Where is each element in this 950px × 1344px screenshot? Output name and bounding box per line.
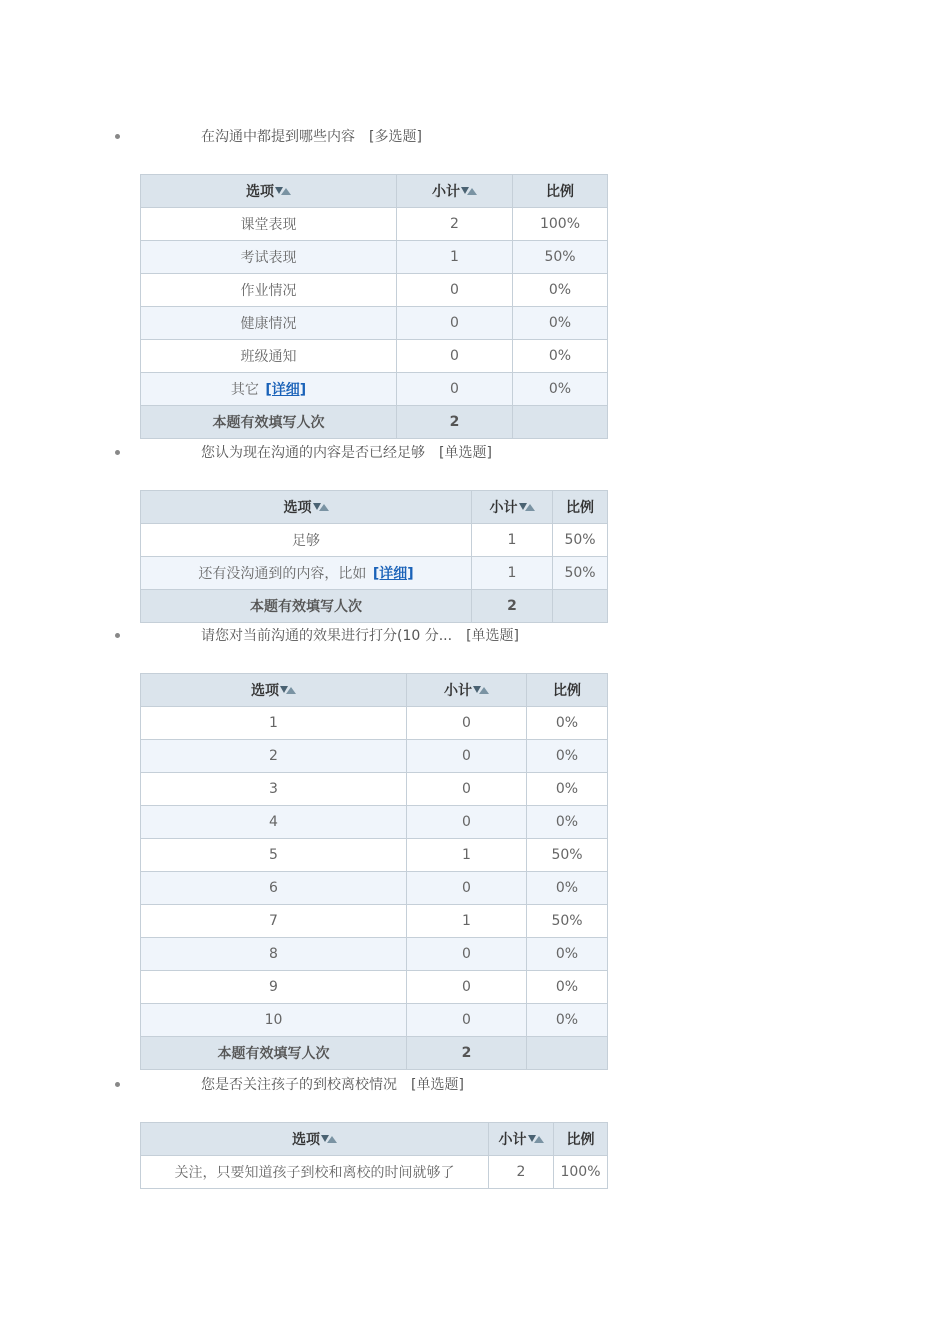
option-cell: 5 [141, 839, 407, 872]
count-cell: 0 [407, 938, 527, 971]
table-row [141, 839, 608, 872]
count-cell: 1 [397, 241, 513, 274]
summary-count: 2 [407, 1037, 527, 1070]
sort-icon[interactable] [321, 1134, 337, 1144]
option-header[interactable] [141, 175, 397, 208]
sort-icon[interactable] [519, 502, 535, 512]
table-row [141, 307, 608, 340]
ratio-header: 比例 [513, 175, 608, 208]
option-cell: 1 [141, 707, 407, 740]
option-cell [141, 373, 397, 406]
option-cell: 6 [141, 872, 407, 905]
count-cell: 0 [407, 707, 527, 740]
question-type: [单选题] [411, 1077, 464, 1093]
option-cell: 8 [141, 938, 407, 971]
table-row [141, 905, 608, 938]
option-cell: 7 [141, 905, 407, 938]
table-row [141, 872, 608, 905]
stats-table [140, 673, 608, 1070]
ratio-header: 比例 [554, 1123, 608, 1156]
count-header[interactable] [407, 674, 527, 707]
option-cell: 足够 [141, 524, 472, 557]
option-cell: 健康情况 [141, 307, 397, 340]
table-row [141, 773, 608, 806]
sort-icon[interactable] [275, 186, 291, 196]
question-type: [多选题] [369, 129, 422, 145]
count-cell: 1 [472, 557, 553, 590]
header-label: 选项 [246, 184, 274, 200]
table-row [141, 557, 608, 590]
ratio-header: 比例 [527, 674, 608, 707]
sort-icon[interactable] [313, 502, 329, 512]
table-row [141, 1156, 608, 1189]
question-line [0, 627, 950, 649]
ratio-cell: 0% [513, 373, 608, 406]
question-title [201, 128, 422, 146]
option-cell: 课堂表现 [141, 208, 397, 241]
option-cell: 10 [141, 1004, 407, 1037]
ratio-cell: 50% [527, 839, 608, 872]
question-line [0, 128, 950, 150]
option-header[interactable] [141, 491, 472, 524]
count-cell: 0 [397, 307, 513, 340]
ratio-cell: 0% [527, 773, 608, 806]
question-block [0, 627, 950, 1062]
question-line [0, 1076, 950, 1098]
sort-icon[interactable] [280, 685, 296, 695]
sort-icon[interactable] [461, 186, 477, 196]
question-type: [单选题] [466, 628, 520, 644]
question-block [0, 444, 950, 615]
table-row [141, 971, 608, 1004]
summary-count: 2 [397, 406, 513, 439]
count-cell: 0 [407, 740, 527, 773]
ratio-cell: 100% [513, 208, 608, 241]
option-cell [141, 557, 472, 590]
option-cell: 3 [141, 773, 407, 806]
table-header-row [141, 175, 608, 208]
table-row [141, 373, 608, 406]
option-cell: 2 [141, 740, 407, 773]
summary-row [141, 590, 608, 623]
table-header-row [141, 491, 608, 524]
table-row [141, 241, 608, 274]
table-row [141, 938, 608, 971]
ratio-cell: 50% [553, 524, 608, 557]
count-cell: 0 [397, 340, 513, 373]
summary-empty-cell [553, 590, 608, 623]
table-row [141, 274, 608, 307]
option-label: 其它 [230, 382, 259, 398]
ratio-cell: 0% [527, 872, 608, 905]
summary-label: 本题有效填写人次 [141, 1037, 407, 1070]
bullet-icon [115, 633, 120, 638]
count-cell: 1 [472, 524, 553, 557]
header-label: 小计 [432, 184, 460, 200]
bullet-icon [115, 134, 120, 139]
count-cell: 0 [407, 872, 527, 905]
table-row [141, 707, 608, 740]
option-cell: 4 [141, 806, 407, 839]
count-header[interactable] [472, 491, 553, 524]
count-cell: 0 [407, 806, 527, 839]
stats-table [140, 174, 608, 439]
table-row [141, 806, 608, 839]
ratio-cell: 0% [527, 707, 608, 740]
summary-empty-cell [513, 406, 608, 439]
header-label: 选项 [283, 500, 312, 516]
option-header[interactable] [141, 674, 407, 707]
question-block [0, 128, 950, 431]
header-label: 选项 [292, 1132, 320, 1148]
count-cell: 2 [397, 208, 513, 241]
header-label: 选项 [251, 683, 279, 699]
stats-table [140, 1122, 608, 1189]
question-title [201, 444, 492, 462]
question-title [201, 1076, 464, 1094]
summary-row [141, 406, 608, 439]
table-row [141, 1004, 608, 1037]
option-cell: 班级通知 [141, 340, 397, 373]
stats-table [140, 490, 608, 623]
ratio-cell: 50% [553, 557, 608, 590]
option-cell: 作业情况 [141, 274, 397, 307]
ratio-cell: 0% [513, 307, 608, 340]
option-cell: 关注，只要知道孩子到校和离校的时间就够了 [141, 1156, 489, 1189]
count-cell: 0 [407, 971, 527, 1004]
header-label: 小计 [489, 500, 518, 516]
ratio-cell: 0% [513, 340, 608, 373]
ratio-header: 比例 [553, 491, 608, 524]
sort-icon[interactable] [528, 1134, 544, 1144]
ratio-cell: 0% [527, 740, 608, 773]
table-header-row [141, 1123, 608, 1156]
count-cell: 1 [407, 839, 527, 872]
bullet-icon [115, 1082, 120, 1087]
count-cell: 0 [407, 773, 527, 806]
question-text: 请您对当前沟通的效果进行打分(10 分... [201, 628, 453, 644]
table-row [141, 524, 608, 557]
table-header-row [141, 674, 608, 707]
header-label: 小计 [498, 1132, 527, 1148]
question-text: 您认为现在沟通的内容是否已经足够 [201, 445, 425, 461]
ratio-cell: 0% [527, 971, 608, 1004]
sort-icon[interactable] [473, 685, 489, 695]
question-text: 您是否关注孩子的到校离校情况 [201, 1077, 397, 1093]
question-block [0, 1076, 950, 1181]
ratio-cell: 100% [554, 1156, 608, 1189]
question-type: [单选题] [439, 445, 492, 461]
summary-label: 本题有效填写人次 [141, 590, 472, 623]
count-header[interactable] [397, 175, 513, 208]
count-cell: 0 [397, 373, 513, 406]
ratio-cell: 0% [527, 806, 608, 839]
option-cell: 9 [141, 971, 407, 1004]
summary-empty-cell [527, 1037, 608, 1070]
ratio-cell: 0% [513, 274, 608, 307]
option-label: 还有没沟通到的内容，比如 [198, 566, 367, 582]
summary-label: 本题有效填写人次 [141, 406, 397, 439]
count-cell: 0 [407, 1004, 527, 1037]
option-header[interactable] [141, 1123, 489, 1156]
count-header[interactable] [489, 1123, 554, 1156]
summary-count: 2 [472, 590, 553, 623]
count-cell: 1 [407, 905, 527, 938]
header-label: 小计 [444, 683, 472, 699]
summary-row [141, 1037, 608, 1070]
detail-link[interactable]: [详细] [372, 566, 414, 582]
count-cell: 0 [397, 274, 513, 307]
ratio-cell: 0% [527, 1004, 608, 1037]
count-cell: 2 [489, 1156, 554, 1189]
ratio-cell: 50% [527, 905, 608, 938]
table-row [141, 208, 608, 241]
bullet-icon [115, 450, 120, 455]
table-row [141, 740, 608, 773]
option-cell: 考试表现 [141, 241, 397, 274]
question-title [201, 627, 519, 645]
ratio-cell: 50% [513, 241, 608, 274]
detail-link[interactable]: [详细] [265, 382, 307, 398]
table-row [141, 340, 608, 373]
ratio-cell: 0% [527, 938, 608, 971]
question-text: 在沟通中都提到哪些内容 [201, 129, 355, 145]
question-line [0, 444, 950, 466]
